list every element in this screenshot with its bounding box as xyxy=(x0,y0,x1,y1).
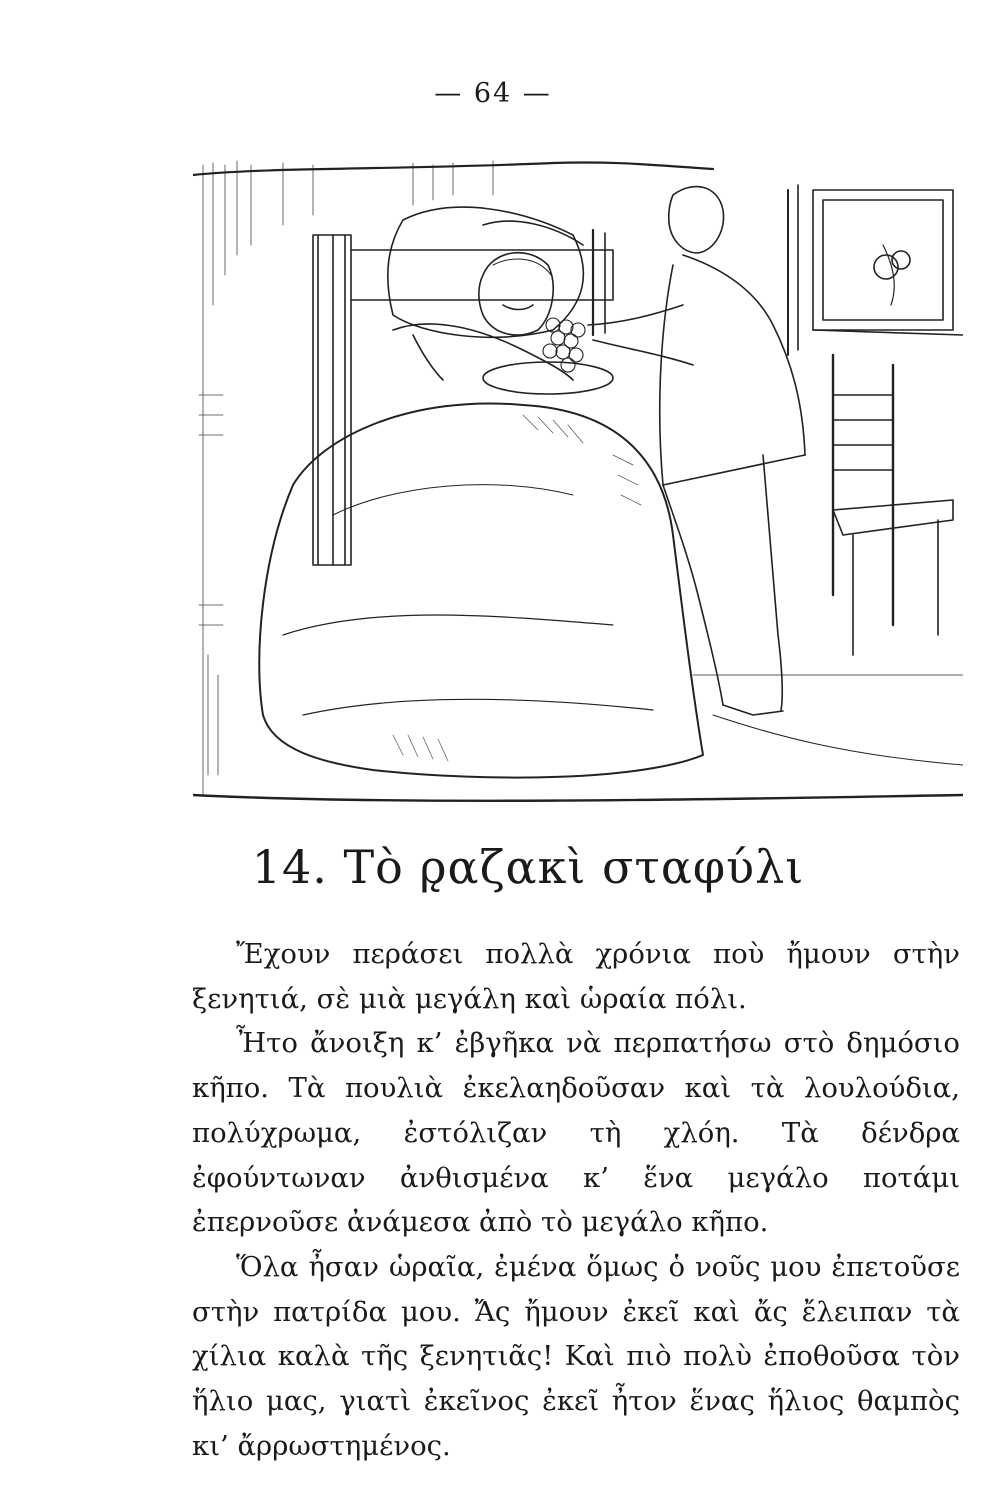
body-text xyxy=(192,932,960,1468)
bedroom-scene-icon xyxy=(193,155,963,810)
page-number: — 64 — xyxy=(434,78,552,109)
chapter-title: 14. Τὸ ρ̨αζακὶ σταφύλι xyxy=(251,840,805,894)
paragraph-2: Ἦτο ἄνοιξη κ’ ἐβγῆκα νὰ περπατήσω στὸ δημόσιο κῆπο. Τὰ πουλιὰ ἐκελαηδοῦσαν καὶ τὰ λουλούδια, πολύχρωμα, ἐστόλιζαν τὴ χλόη. Τὰ δένδρα ἐφούντωναν ἀνθισμένα κ’ ἕνα μεγάλο ποτάμι ἐπερνοῦσε ἀνάμεσα ἀπὸ τὸ μεγάλο κῆπο. xyxy=(192,1027,960,1239)
illustration xyxy=(193,155,963,810)
paragraph-3: Ὅλα ἦσαν ὡραῖα, ἐμένα ὅμως ὁ νοῦς μου ἐπετοῦσε στὴν πατρίδα μου. Ἄς ἤμουν ἐκεῖ καὶ ἄς ἔλειπαν τὰ χίλια καλὰ τῆς ξενητιᾶς! Καὶ πιὸ πολὺ ἐποθοῦσα τὸν ἥλιο μας, γιατὶ ἐκεῖνος ἐκεῖ ἦτον ἕνας ἥλιος θαμπὸς κι’ ἄρρωστημένος. xyxy=(192,1250,960,1462)
paragraph-1: Ἔχουν περάσει πολλὰ χρόνια ποὺ ἤμουν στὴν ξενητιά, σὲ μιὰ μεγάλη καὶ ὡραία πόλι. xyxy=(192,938,960,1015)
